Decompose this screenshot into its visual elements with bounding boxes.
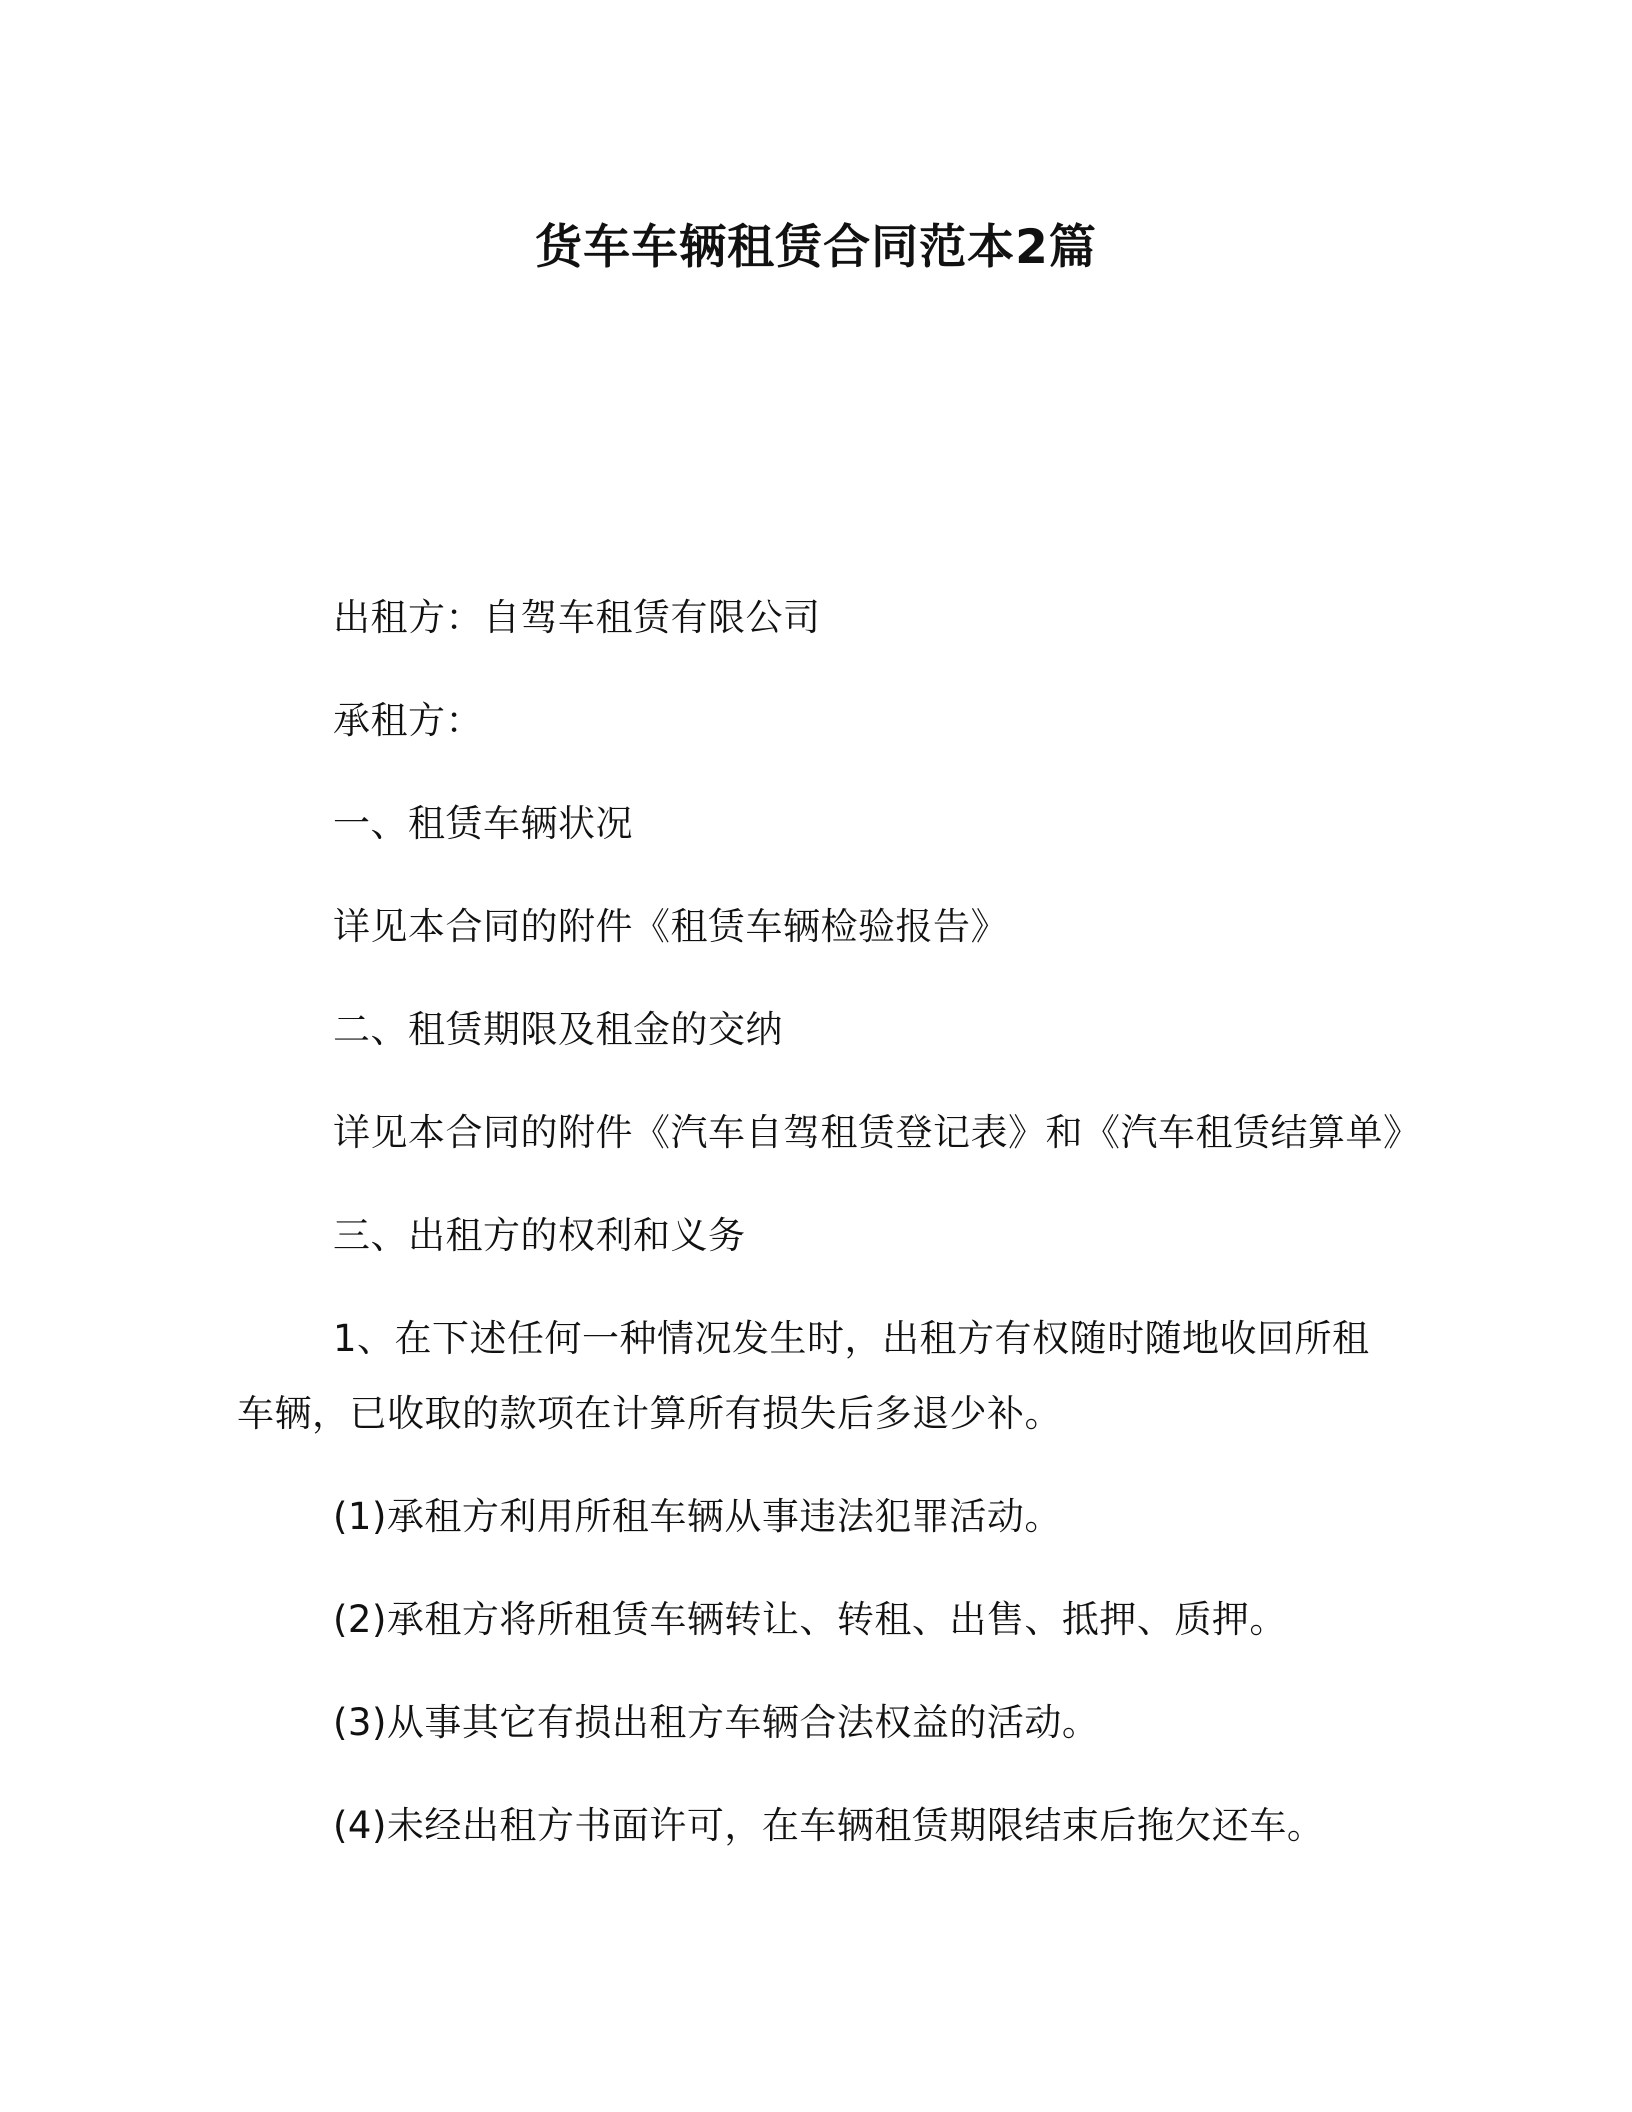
lessee-line: 承租方： <box>333 699 483 742</box>
section-heading-2: 二、租赁期限及租金的交纳 <box>333 1008 783 1051</box>
list-item: (4)未经出租方书面许可，在车辆租赁期限结束后拖欠还车。 <box>333 1804 1325 1847</box>
section-heading-1: 一、租赁车辆状况 <box>333 802 633 845</box>
lessor-line: 出租方：自驾车租赁有限公司 <box>333 596 821 639</box>
paragraph: 详见本合同的附件《租赁车辆检验报告》 <box>333 905 1008 948</box>
list-item: (1)承租方利用所租车辆从事违法犯罪活动。 <box>333 1495 1062 1538</box>
list-item: (2)承租方将所租赁车辆转让、转租、出售、抵押、质押。 <box>333 1598 1287 1641</box>
list-item: (3)从事其它有损出租方车辆合法权益的活动。 <box>333 1701 1100 1744</box>
paragraph: 1、在下述任何一种情况发生时，出租方有权随时随地收回所租 <box>333 1317 1370 1360</box>
paragraph-continuation: 车辆，已收取的款项在计算所有损失后多退少补。 <box>237 1392 1062 1435</box>
section-heading-3: 三、出租方的权利和义务 <box>333 1214 746 1257</box>
paragraph: 详见本合同的附件《汽车自驾租赁登记表》和《汽车租赁结算单》 <box>333 1111 1421 1154</box>
document-title: 货车车辆租赁合同范本2篇 <box>535 220 1097 275</box>
